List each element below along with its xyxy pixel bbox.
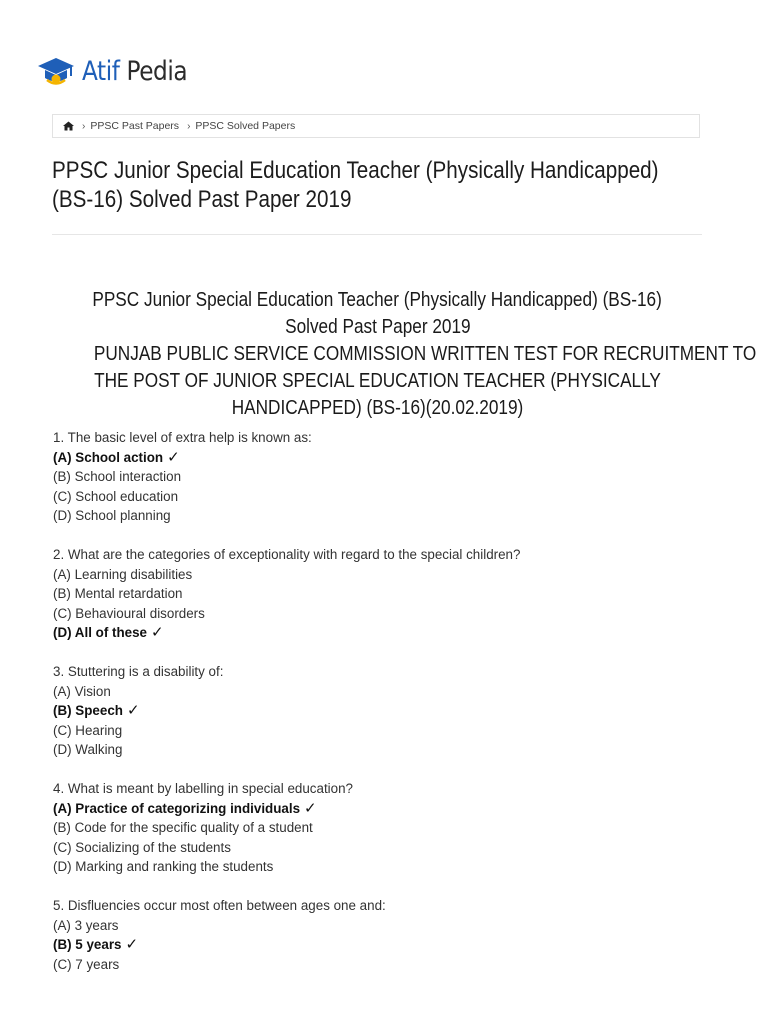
divider [52, 234, 702, 235]
option-label: (A) Practice of categorizing individuals [53, 800, 301, 816]
answer-option [53, 467, 713, 487]
answer-option-correct [53, 701, 713, 721]
question-item [53, 545, 713, 643]
breadcrumb-link-ppsc-past-papers[interactable]: PPSC Past Papers [90, 120, 180, 132]
check-mark-icon: ✓ [125, 936, 139, 953]
option-label: (A) Vision [53, 683, 111, 699]
answer-option [53, 857, 713, 877]
option-label: (C) 7 years [53, 956, 120, 972]
option-label: (B) School interaction [53, 469, 182, 484]
answer-option [53, 565, 713, 585]
heading-line-1: PPSC Junior Special Education Teacher (Physically Handicapped) (BS-16) [92, 289, 663, 311]
question-list [53, 428, 713, 994]
option-label: (B) Code for the specific quality of a student [53, 820, 313, 835]
answer-option-correct [53, 799, 713, 819]
page-title: PPSC Junior Special Education Teacher (Physically Handicapped) (BS-16) Solved Past Paper 2019 [52, 157, 659, 213]
graduation-cap-icon [36, 56, 76, 88]
heading-line-5: HANDICAPPED) (BS-16)(20.02.2019) [231, 397, 524, 419]
option-label: (A) School action [53, 449, 164, 465]
article-heading [40, 287, 757, 422]
answer-option-correct [53, 448, 713, 468]
option-label: (A) 3 years [53, 917, 119, 933]
option-label: (D) School planning [53, 508, 171, 523]
logo-text-pedia: Pedia [126, 56, 188, 87]
option-label: (C) School education [53, 488, 179, 504]
answer-option [53, 721, 713, 741]
heading-line-3: PUNJAB PUBLIC SERVICE COMMISSION WRITTEN TEST FOR RECRUITMENT TO [93, 343, 757, 365]
question-item [53, 779, 713, 877]
check-mark-icon: ✓ [304, 799, 317, 817]
heading-line-4: THE POST OF JUNIOR SPECIAL EDUCATION TEACHER (PHYSICALLY [94, 370, 661, 392]
answer-option [53, 584, 713, 604]
home-icon[interactable] [63, 121, 74, 131]
check-mark-icon: ✓ [126, 702, 140, 719]
option-label: (D) Walking [53, 742, 123, 757]
option-label: (B) Speech [53, 703, 123, 718]
answer-option [53, 838, 713, 858]
option-label: (B) Mental retardation [53, 586, 183, 601]
check-mark-icon: ✓ [150, 624, 164, 641]
question-text: 1. The basic level of extra help is known as: [53, 430, 312, 445]
check-mark-icon: ✓ [167, 448, 180, 466]
answer-option-correct [53, 623, 713, 643]
answer-option [53, 506, 713, 526]
answer-option [53, 818, 713, 838]
site-logo[interactable] [36, 54, 204, 90]
question-item [53, 662, 713, 760]
answer-option [53, 682, 713, 702]
option-label: (C) Socializing of the students [53, 839, 231, 855]
question-text: 2. What are the categories of exceptionality with regard to the special children? [53, 547, 521, 562]
question-item [53, 428, 713, 526]
option-label: (A) Learning disabilities [53, 566, 193, 582]
answer-option [53, 955, 713, 975]
question-item [53, 896, 713, 974]
question-text: 3. Stuttering is a disability of: [53, 664, 224, 679]
page-title-container [52, 156, 768, 214]
option-label: (D) All of these [53, 625, 147, 640]
answer-option-correct [53, 935, 713, 955]
heading-line-2: Solved Past Paper 2019 [284, 316, 471, 338]
breadcrumb [52, 114, 700, 138]
answer-option [53, 604, 713, 624]
chevron-right-icon: › [187, 120, 191, 132]
option-label: (B) 5 years [53, 937, 122, 952]
question-text: 4. What is meant by labelling in special education? [53, 781, 353, 796]
logo-text-atif: Atif [82, 56, 120, 87]
chevron-right-icon: › [82, 120, 86, 132]
answer-option [53, 740, 713, 760]
answer-option [53, 487, 713, 507]
answer-option [53, 916, 713, 936]
option-label: (C) Behavioural disorders [53, 605, 205, 621]
option-label: (C) Hearing [53, 722, 123, 738]
breadcrumb-link-ppsc-solved-papers[interactable]: PPSC Solved Papers [195, 120, 296, 132]
question-text: 5. Disfluencies occur most often between ages one and: [53, 898, 386, 913]
option-label: (D) Marking and ranking the students [53, 859, 274, 874]
